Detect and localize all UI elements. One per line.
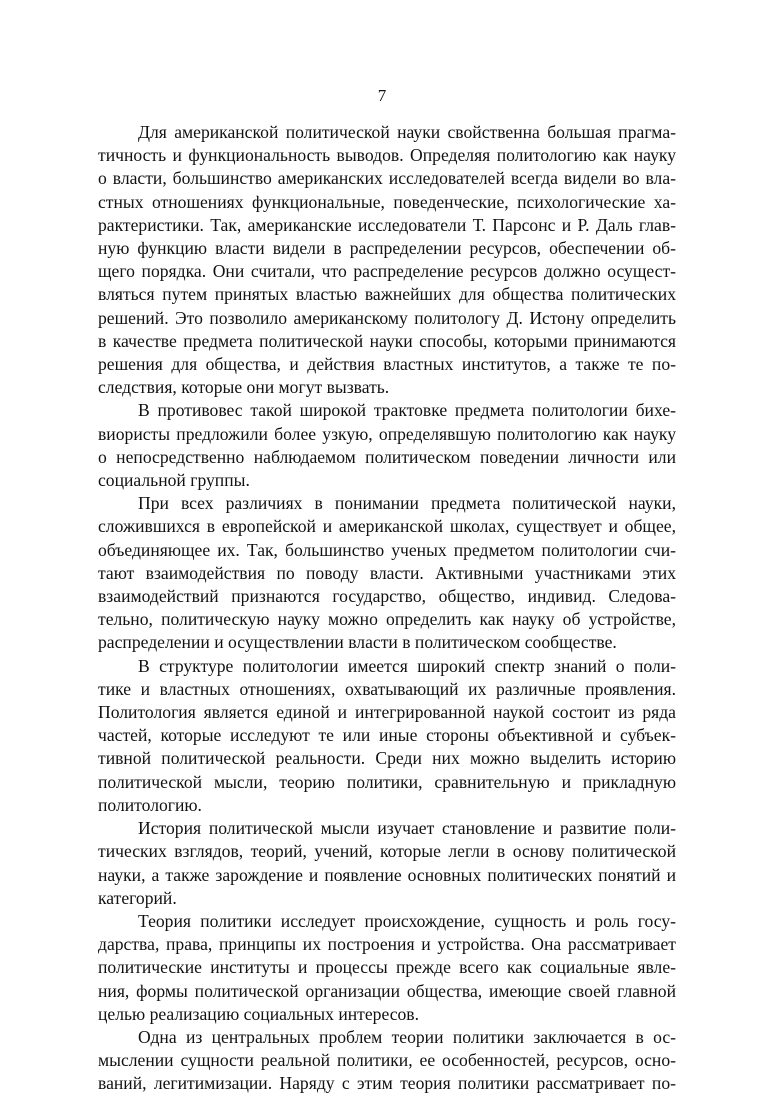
text-line: решений. Это позволило американскому политологу Д. Истону определить <box>98 307 676 328</box>
text-line: науки, а также зарождение и появление основных политических понятий и <box>98 864 676 885</box>
text-line: тельно, политическую науку можно определить как науку об устройстве, <box>98 609 676 630</box>
text-line: В противовес такой широкой трактовке предмета политологии бихе- <box>138 400 676 421</box>
text-line: политологию. <box>98 794 202 815</box>
text-line: политической мысли, теорию политики, сравнительную и прикладную <box>98 771 676 792</box>
text-line: щего порядка. Они считали, что распределение ресурсов должно осущест- <box>98 261 676 282</box>
text-line: частей, которые исследуют те или иные стороны объективной и субъек- <box>98 725 676 746</box>
paragraph <box>98 655 676 817</box>
paragraph <box>98 121 676 399</box>
text-line: тивной политической реальности. Среди них можно выделить историю <box>98 748 676 769</box>
text-line: о власти, большинство американских исследователей всегда видели во вла- <box>98 168 676 189</box>
text-line: виористы предложили более узкую, определявшую политологию как науку <box>98 423 676 444</box>
text-line: объединяющее их. Так, большинство ученых предметом политологии счи- <box>98 539 676 560</box>
text-line: тичность и функциональность выводов. Определяя политологию как науку <box>98 145 676 166</box>
text-body <box>98 121 676 1096</box>
paragraph <box>98 1026 676 1096</box>
text-line: распределении и осуществлении власти в политическом сообществе. <box>98 632 617 653</box>
text-line: Теория политики исследует происхождение, сущность и роль госу- <box>138 910 676 931</box>
text-line: о непосредственно наблюдаемом политическом поведении личности или <box>98 446 676 467</box>
text-line: категорий. <box>98 887 177 908</box>
text-line: сложившихся в европейской и американской школах, существует и общее, <box>98 516 676 537</box>
text-line: рактеристики. Так, американские исследователи Т. Парсонс и Р. Даль глав- <box>98 214 676 235</box>
paragraph <box>98 399 676 492</box>
page-number: 7 <box>377 86 387 105</box>
text-line: в качестве предмета политической науки способы, которыми принимаются <box>98 330 676 351</box>
text-line: взаимодействий признаются государство, общество, индивид. Следова- <box>98 586 676 607</box>
text-line: тике и властных отношениях, охватывающий их различные проявления. <box>98 678 676 699</box>
text-line: тают взаимодействия по поводу власти. Активными участниками этих <box>98 562 676 583</box>
text-line: ния, формы политической организации общества, имеющие своей главной <box>98 980 676 1001</box>
text-line: Для американской политической науки свойственна большая прагма- <box>138 122 676 142</box>
text-line: История политической мысли изучает становление и развитие поли- <box>138 818 676 839</box>
text-line: При всех различиях в понимании предмета политической науки, <box>138 493 676 514</box>
text-line: целью реализацию социальных интересов. <box>98 1003 420 1024</box>
text-line: В структуре политологии имеется широкий спектр знаний о поли- <box>138 655 676 676</box>
text-line: стных отношениях функциональные, поведенческие, психологические ха- <box>98 191 676 212</box>
text-line: Политология является единой и интегрированной наукой состоит из ряда <box>98 702 676 723</box>
paragraph <box>98 492 676 654</box>
paragraph <box>98 910 676 1026</box>
text-line: ваний, легитимизации. Наряду с этим теория политики рассматривает по- <box>98 1073 676 1094</box>
text-line: Одна из центральных проблем теории политики заключается в ос- <box>138 1026 676 1047</box>
text-line: социальной группы. <box>98 470 250 491</box>
text-line: мыслении сущности реальной политики, ее особенностей, ресурсов, осно- <box>98 1050 676 1071</box>
text-line: ную функцию власти видели в распределении ресурсов, обеспечении об- <box>98 238 676 259</box>
paragraph <box>98 817 676 910</box>
text-line: дарства, права, принципы их построения и устройства. Она рассматривает <box>98 934 676 955</box>
text-line: тических взглядов, теорий, учений, которые легли в основу политической <box>98 841 676 862</box>
text-line: вляться путем принятых властью важнейших для общества политических <box>98 284 676 305</box>
text-line: политические институты и процессы прежде всего как социальные явле- <box>98 957 676 978</box>
text-line: следствия, которые они могут вызвать. <box>98 377 390 398</box>
text-line: решения для общества, и действия властных институтов, а также те по- <box>98 354 676 375</box>
